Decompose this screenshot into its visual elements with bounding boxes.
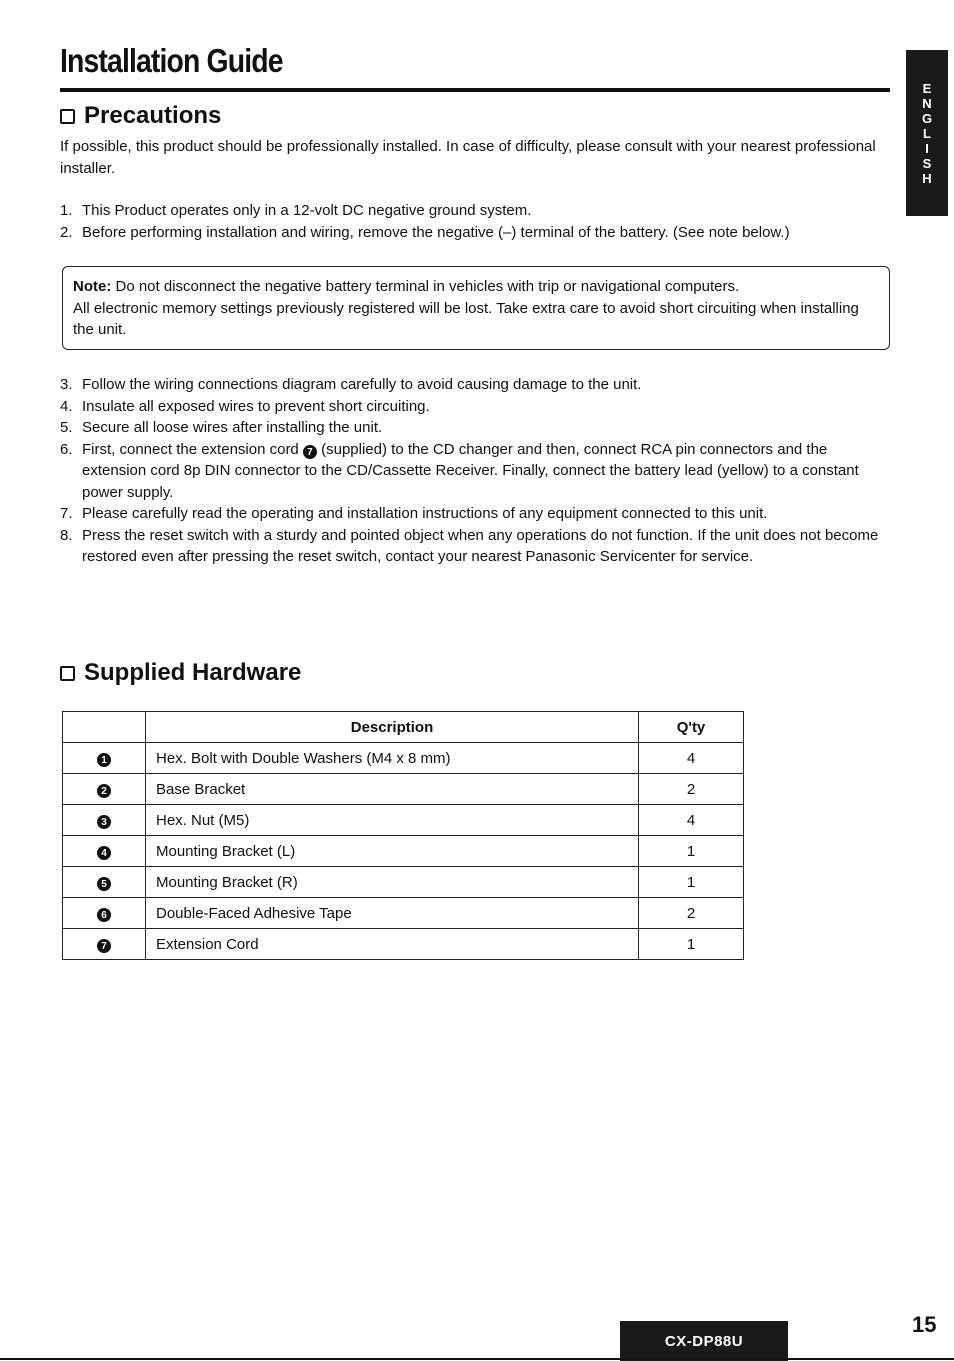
- language-tab-letter: G: [921, 110, 933, 126]
- list-item: [60, 374, 892, 396]
- checkbox-icon: [60, 109, 75, 124]
- row-index-cell: [63, 805, 146, 836]
- row-qty: 1: [639, 836, 744, 867]
- row-index-cell: [63, 929, 146, 960]
- row-description: Hex. Nut (M5): [146, 805, 639, 836]
- numbered-circle-icon: 3: [97, 815, 111, 829]
- table-row: [63, 898, 744, 929]
- table-row: [63, 774, 744, 805]
- table-row: [63, 836, 744, 867]
- precautions-list-bottom: [60, 374, 892, 568]
- model-label: CX-DP88U: [620, 1321, 788, 1361]
- list-item: [60, 439, 892, 504]
- list-item-text: Insulate all exposed wires to prevent short circuiting.: [82, 397, 430, 415]
- list-item: [60, 417, 892, 439]
- list-item-number: 5.: [60, 419, 73, 436]
- language-tab-letter: E: [922, 80, 932, 96]
- column-header-description: Description: [146, 712, 639, 743]
- page-number: 15: [912, 1312, 937, 1337]
- list-item: [60, 503, 892, 525]
- list-item-number: 7.: [60, 505, 73, 522]
- list-item: [60, 396, 892, 418]
- list-item-text-after: (supplied) to the CD changer and then, connect RCA pin connectors and the extension cord 8p DIN connector to the CD/Cassette Receiver. Finally, connect the battery lead (yellow) to a constant power supply.: [82, 440, 859, 501]
- numbered-circle-icon: 4: [97, 846, 111, 860]
- list-item: [60, 200, 892, 222]
- list-item-text: Secure all loose wires after installing the unit.: [82, 419, 383, 436]
- numbered-circle-icon: 1: [97, 753, 111, 767]
- row-index-cell: [63, 836, 146, 867]
- list-item-text: Please carefully read the operating and installation instructions of any equipment connected to this unit.: [82, 505, 768, 522]
- hardware-table: [62, 711, 744, 960]
- column-header-index: [63, 712, 146, 743]
- table-header-row: [63, 712, 744, 743]
- column-header-qty: Q'ty: [639, 712, 744, 743]
- language-tab-letter: L: [923, 125, 931, 141]
- list-item-number: 4.: [60, 397, 73, 415]
- numbered-circle-icon: 7: [97, 939, 111, 953]
- row-index-cell: [63, 867, 146, 898]
- note-label: Note:: [73, 278, 112, 295]
- language-tab-letter: N: [922, 95, 932, 111]
- title-divider: [60, 88, 890, 92]
- list-item-number: 3.: [60, 376, 73, 393]
- row-description: Extension Cord: [146, 929, 639, 960]
- list-item-number: 8.: [60, 526, 73, 544]
- row-qty: 4: [639, 805, 744, 836]
- list-item-text: This Product operates only in a 12-volt DC negative ground system.: [82, 202, 532, 219]
- list-item-text: Follow the wiring connections diagram carefully to avoid causing damage to the unit.: [82, 376, 642, 393]
- page-title: Installation Guide: [60, 42, 283, 79]
- row-description: Mounting Bracket (L): [146, 836, 639, 867]
- list-item: [60, 525, 892, 568]
- list-item-number: 6.: [60, 440, 73, 458]
- checkbox-icon: [60, 666, 75, 681]
- row-description: Hex. Bolt with Double Washers (M4 x 8 mm): [146, 743, 639, 774]
- language-tab: [906, 50, 948, 216]
- row-description: Mounting Bracket (R): [146, 867, 639, 898]
- row-qty: 2: [639, 898, 744, 929]
- row-index-cell: [63, 743, 146, 774]
- row-qty: 2: [639, 774, 744, 805]
- list-item-text: Before performing installation and wiring, remove the negative (–) terminal of the battery. (See note below.): [82, 223, 790, 241]
- row-description: Base Bracket: [146, 774, 639, 805]
- list-item-text: Press the reset switch with a sturdy and pointed object when any operations do not function. If the unit does not become restored even after pressing the reset switch, contact your nearest Panasonic Servicenter for service.: [82, 526, 879, 565]
- table-row: [63, 867, 744, 898]
- note-line-1: [73, 276, 879, 298]
- supplied-hardware-heading-text: Supplied Hardware: [84, 659, 302, 686]
- note-text-2: All electronic memory settings previously registered will be lost. Take extra care to avoid short circuiting when installing the unit.: [73, 299, 859, 338]
- row-qty: 1: [639, 867, 744, 898]
- language-tab-letter: S: [922, 155, 932, 171]
- list-item-number: 2.: [60, 223, 73, 241]
- precautions-heading-text: Precautions: [84, 102, 222, 129]
- row-qty: 1: [639, 929, 744, 960]
- list-item-text-before: First, connect the extension cord: [82, 440, 299, 458]
- precautions-list-top: [60, 200, 892, 243]
- numbered-circle-icon: 5: [97, 877, 111, 891]
- row-description: Double-Faced Adhesive Tape: [146, 898, 639, 929]
- language-tab-letter: I: [925, 140, 929, 156]
- table-row: [63, 929, 744, 960]
- note-text-1: Do not disconnect the negative battery terminal in vehicles with trip or navigational computers.: [115, 278, 740, 295]
- numbered-circle-icon: 2: [97, 784, 111, 798]
- row-qty: 4: [639, 743, 744, 774]
- row-index-cell: [63, 898, 146, 929]
- precautions-heading: [60, 102, 221, 130]
- supplied-hardware-heading: [60, 659, 301, 687]
- list-item-text: [82, 439, 892, 504]
- table-row: [63, 743, 744, 774]
- list-item: [60, 222, 892, 244]
- row-index-cell: [63, 774, 146, 805]
- table-row: [63, 805, 744, 836]
- numbered-circle-icon: 6: [97, 908, 111, 922]
- list-item-number: 1.: [60, 202, 73, 219]
- language-tab-letter: H: [922, 170, 932, 186]
- note-box: [62, 266, 890, 350]
- numbered-circle-icon: 7: [303, 445, 317, 459]
- bottom-divider: [0, 1358, 954, 1360]
- precautions-intro: If possible, this product should be professionally installed. In case of difficulty, please consult with your nearest professional installer.: [60, 138, 876, 177]
